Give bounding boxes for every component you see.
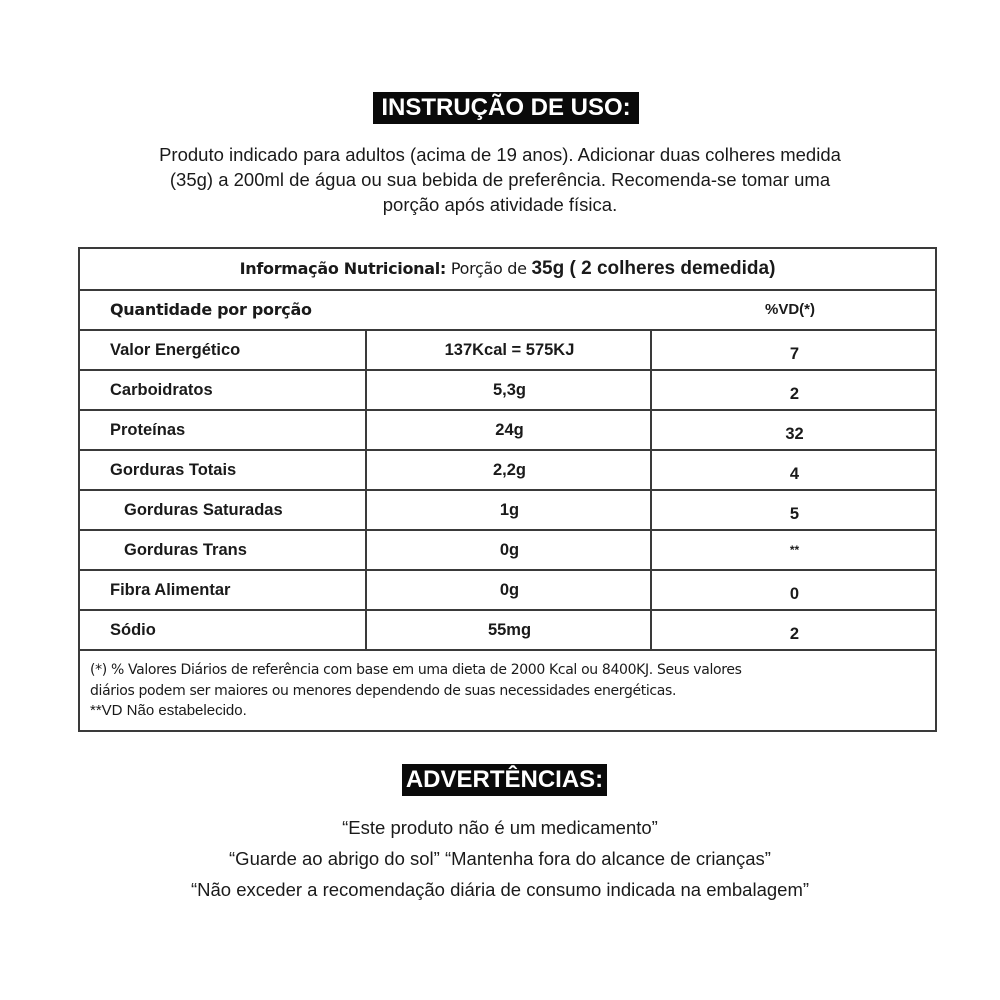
nutrient-daily-value: 5 (650, 491, 937, 529)
nutrient-daily-value: 0 (650, 571, 937, 609)
nutrient-name: Carboidratos (110, 381, 213, 399)
footnote-line: diários podem ser maiores ou menores dependendo de suas necessidades energéticas. (90, 683, 677, 699)
nutrient-daily-value: ** (650, 531, 937, 569)
table-row (80, 611, 935, 651)
warning-line: “Não exceder a recomendação diária de consumo indicada na embalagem” (190, 879, 810, 900)
table-row (80, 571, 935, 611)
nutrient-daily-value: 2 (650, 611, 937, 649)
table-row (80, 411, 935, 451)
nutrient-name: Fibra Alimentar (110, 581, 231, 599)
nutrient-amount: 24g (365, 411, 652, 449)
nutrient-daily-value: 4 (650, 451, 937, 489)
table-row (80, 371, 935, 411)
nutrition-table-title (80, 249, 935, 291)
nutrient-name: Valor Energético (110, 341, 241, 359)
nutrition-footnotes (80, 650, 935, 730)
nutrition-facts-table (78, 247, 937, 732)
nutrient-amount: 137Kcal = 575KJ (365, 331, 652, 369)
header-daily-value: %VD(*) (764, 301, 815, 318)
warning-line: “Guarde ao abrigo do sol” “Mantenha fora do alcance de crianças” (229, 848, 771, 869)
portion-label: Porção de (446, 259, 532, 278)
nutrition-title-label: Informação Nutricional: (239, 259, 447, 278)
usage-line: Produto indicado para adultos (acima de 19 anos). Adicionar duas colheres medida (159, 144, 841, 165)
nutrient-daily-value: 2 (650, 371, 937, 409)
usage-instructions-text (60, 142, 940, 217)
warnings-text (0, 812, 1000, 905)
usage-line: porção após atividade física. (382, 194, 618, 215)
nutrient-name: Gorduras Saturadas (124, 501, 283, 519)
nutrient-name: Gorduras Trans (124, 541, 247, 559)
usage-line: (35g) a 200ml de água ou sua bebida de preferência. Recomenda-se tomar uma (169, 169, 831, 190)
warnings-heading: ADVERTÊNCIAS: (402, 764, 607, 796)
table-row (80, 331, 935, 371)
nutrient-daily-value: 7 (650, 331, 937, 369)
nutrient-amount: 0g (365, 531, 652, 569)
nutrient-name: Gorduras Totais (110, 461, 237, 479)
nutrient-amount: 5,3g (365, 371, 652, 409)
nutrient-daily-value: 32 (650, 411, 937, 449)
nutrient-name: Sódio (110, 621, 156, 639)
nutrition-table-header (80, 291, 935, 331)
portion-size: 35g ( 2 colheres demedida) (531, 258, 776, 279)
table-row (80, 491, 935, 531)
footnote-line: (*) % Valores Diários de referência com base em uma dieta de 2000 Kcal ou 8400KJ. Seus valores (90, 662, 742, 678)
nutrient-amount: 0g (365, 571, 652, 609)
nutrient-amount: 2,2g (365, 451, 652, 489)
nutrient-amount: 1g (365, 491, 652, 529)
table-row (80, 531, 935, 571)
footnote-line: **VD Não estabelecido. (90, 702, 247, 719)
nutrient-name: Proteínas (110, 421, 186, 439)
header-quantity: Quantidade por porção (110, 300, 312, 319)
table-row (80, 451, 935, 491)
warning-line: “Este produto não é um medicamento” (342, 817, 658, 838)
usage-instructions-heading: INSTRUÇÃO DE USO: (373, 92, 639, 124)
nutrient-amount: 55mg (365, 611, 652, 649)
